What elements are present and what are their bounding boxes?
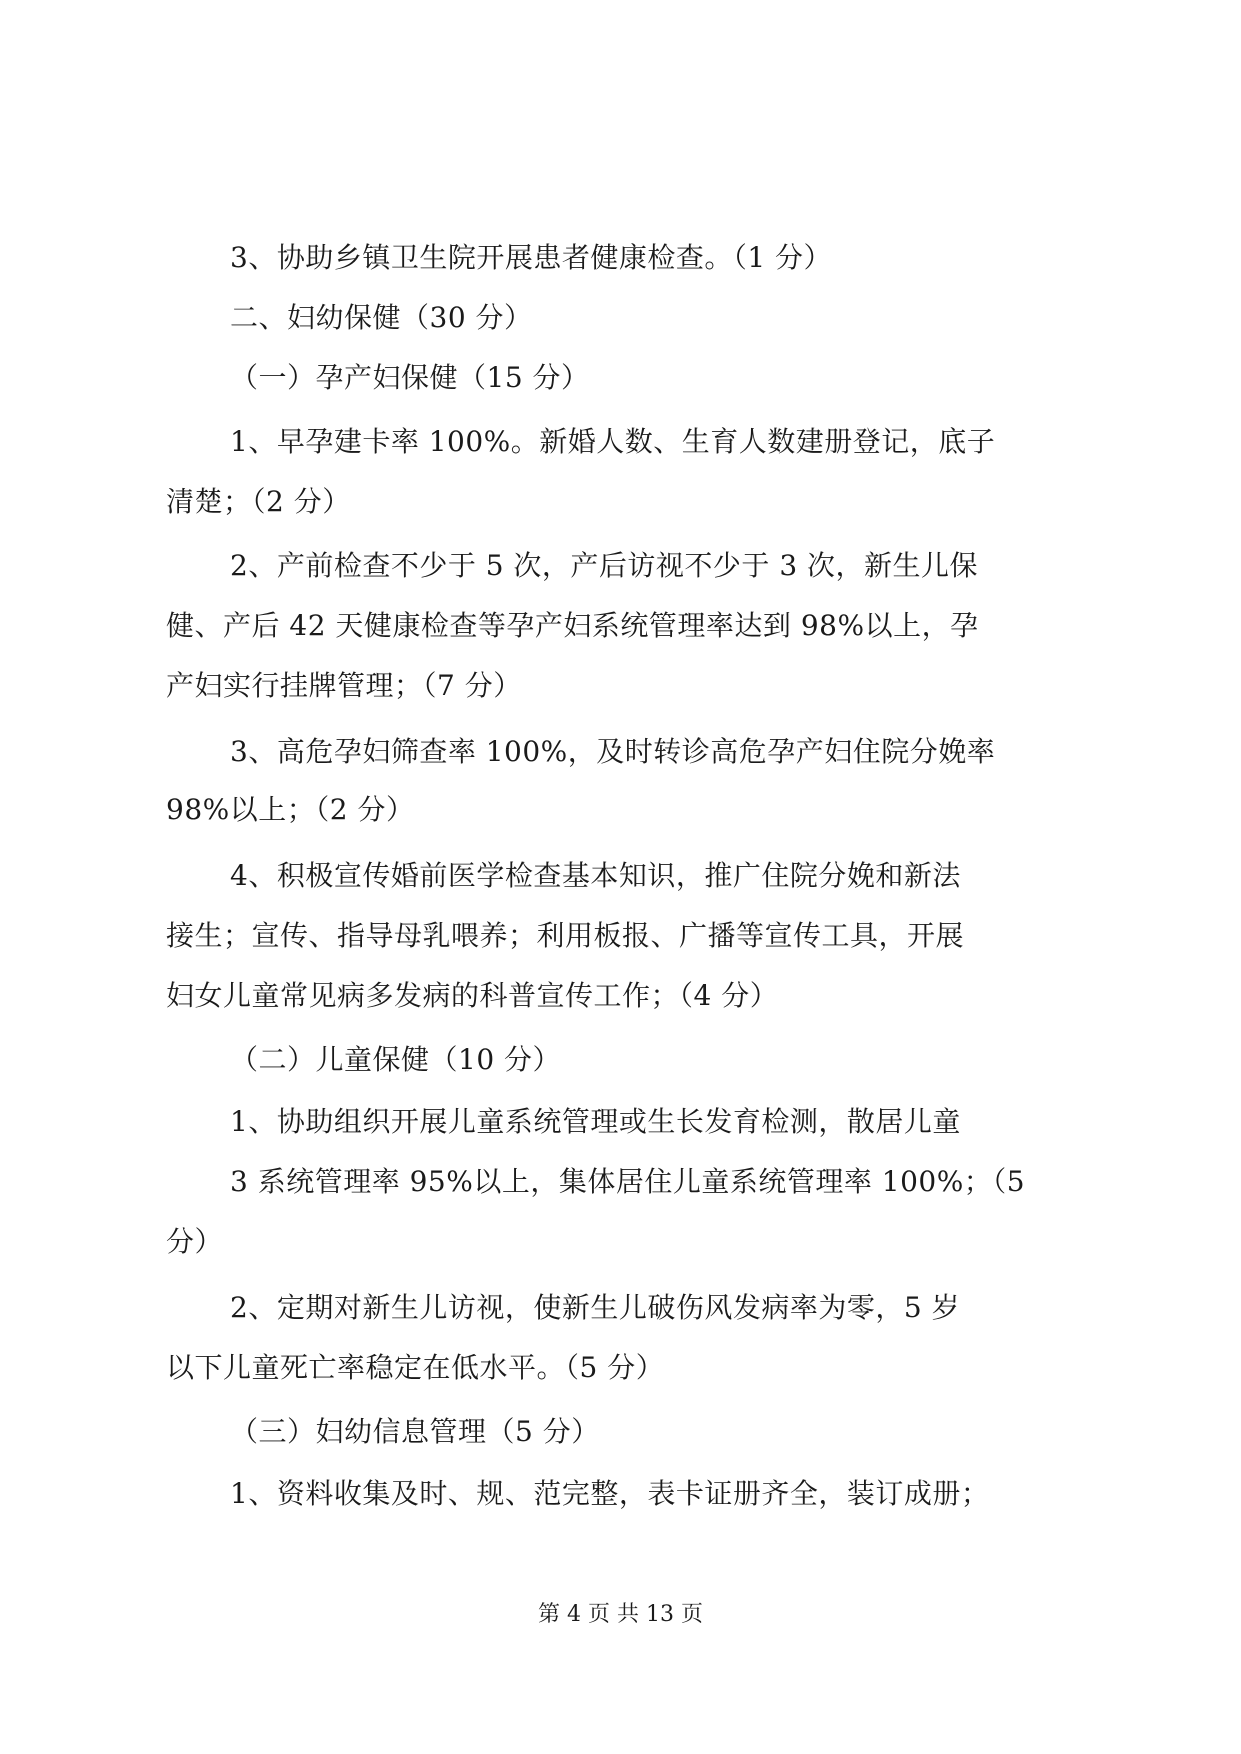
subsection-heading: （三）妇幼信息管理（5 分） (230, 1415, 600, 1448)
text-line: 以下儿童死亡率稳定在低水平。（5 分） (166, 1351, 665, 1384)
text-line: 接生；宣传、指导母乳喂养；利用板报、广播等宣传工具，开展 (166, 919, 965, 952)
text-line: 妇女儿童常见病多发病的科普宣传工作；（4 分） (166, 979, 779, 1012)
text-line: 1、早孕建卡率 100%。新婚人数、生育人数建册登记，底子 (230, 425, 996, 458)
section-heading: 二、妇幼保健（30 分） (230, 301, 533, 334)
text-line: 98%以上；（2 分） (166, 793, 415, 826)
text-line: 3、协助乡镇卫生院开展患者健康检查。（1 分） (230, 241, 833, 274)
text-line: 3、高危孕妇筛查率 100%，及时转诊高危孕产妇住院分娩率 (230, 735, 996, 768)
text-line: 2、产前检查不少于 5 次，产后访视不少于 3 次，新生儿保 (230, 549, 979, 582)
text-line: 1、资料收集及时、规、范完整，表卡证册齐全，装订成册； (230, 1477, 990, 1510)
text-line: 4、积极宣传婚前医学检查基本知识，推广住院分娩和新法 (230, 859, 961, 892)
text-line: 产妇实行挂牌管理；（7 分） (166, 669, 522, 702)
text-line: 1、协助组织开展儿童系统管理或生长发育检测，散居儿童 (230, 1105, 961, 1138)
text-line: 清楚；（2 分） (166, 485, 351, 518)
text-line: 健、产后 42 天健康检查等孕产妇系统管理率达到 98%以上，孕 (166, 609, 979, 642)
page-number-footer: 第 4 页 共 13 页 (538, 1602, 703, 1627)
subsection-heading: （一）孕产妇保健（15 分） (230, 361, 590, 394)
text-line: 2、定期对新生儿访视，使新生儿破伤风发病率为零，5 岁 (230, 1291, 961, 1324)
subsection-heading: （二）儿童保健（10 分） (230, 1043, 562, 1076)
text-line: 3 系统管理率 95%以上，集体居住儿童系统管理率 100%；（5 (230, 1165, 1026, 1198)
text-line: 分） (166, 1225, 224, 1258)
